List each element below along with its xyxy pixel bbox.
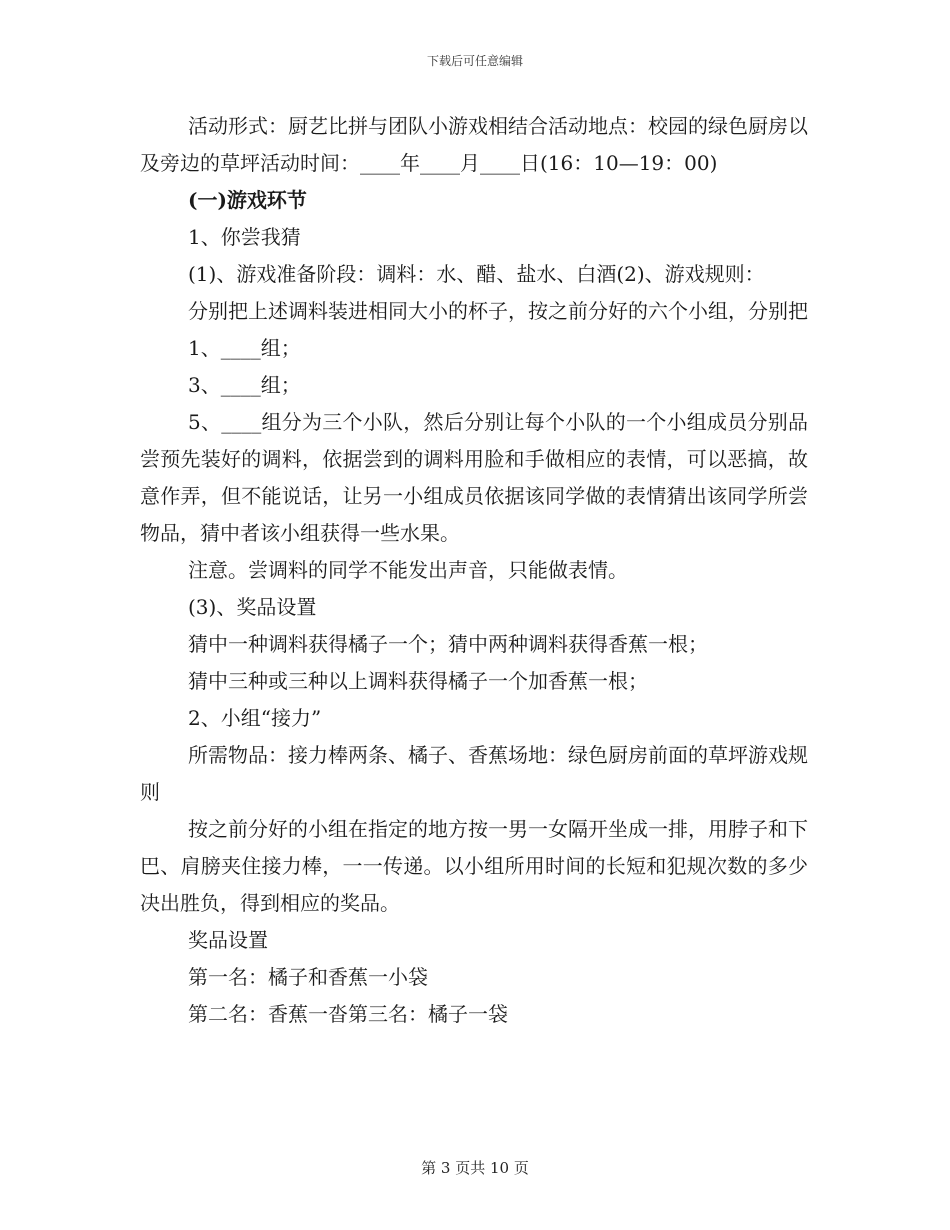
list-item-group-1: 1、____组； — [188, 336, 301, 360]
paragraph-first-prize: 第一名：橘子和香蕉一小袋 — [188, 965, 428, 989]
list-item-group-3: 3、____组； — [188, 373, 301, 397]
paragraph-prize-setting: 奖品设置 — [188, 928, 268, 952]
game-title-taste-guess: 1、你尝我猜 — [188, 225, 301, 249]
document-body — [140, 108, 808, 1033]
paragraph-rules: 分别把上述调料装进相同大小的杯子，按之前分好的六个小组，分别把 — [188, 299, 808, 323]
paragraph-preparation: (1)、游戏准备阶段：调料：水、醋、盐水、白酒(2)、游戏规则： — [188, 262, 765, 286]
page-footer: 第 3 页共 10 页 — [421, 1159, 529, 1177]
paragraph-relay-rules: 按之前分好的小组在指定的地方按一男一女隔开坐成一排，用脖子和下巴、肩膀夹住接力棒，一一传递。以小组所用时间的长短和犯规次数的多少决出胜负，得到相应的奖品。 — [140, 817, 808, 915]
paragraph-prize-1: 猜中一种调料获得橘子一个；猜中两种调料获得香蕉一根； — [188, 632, 708, 656]
paragraph-activity-info: 活动形式：厨艺比拼与团队小游戏相结合活动地点：校园的绿色厨房以及旁边的草坪活动时间：____年____月____日(16：10—19：00) — [140, 114, 808, 175]
paragraph-prize-heading: (3)、奖品设置 — [188, 595, 317, 619]
paragraph-notice: 注意。尝调料的同学不能发出声音，只能做表情。 — [188, 558, 628, 582]
paragraph-second-third-prize: 第二名：香蕉一沓第三名：橘子一袋 — [188, 1002, 508, 1026]
section-heading-games: (一)游戏环节 — [188, 188, 307, 212]
paragraph-materials: 所需物品：接力棒两条、橘子、香蕉场地：绿色厨房前面的草坪游戏规则 — [140, 743, 808, 804]
page-header: 下载后可任意编辑 — [426, 54, 523, 68]
paragraph-prize-2: 猜中三种或三种以上调料获得橘子一个加香蕉一根； — [188, 669, 648, 693]
game-title-relay: 2、小组“接力” — [188, 706, 322, 730]
list-item-group-5: 5、____组分为三个小队，然后分别让每个小队的一个小组成员分别品尝预先装好的调料，依据尝到的调料用脸和手做相应的表情，可以恶搞，故意作弄，但不能说话，让另一小组成员依据该同学做的表情猜出该同学所尝物品，猜中者该小组获得一些水果。 — [140, 410, 808, 545]
